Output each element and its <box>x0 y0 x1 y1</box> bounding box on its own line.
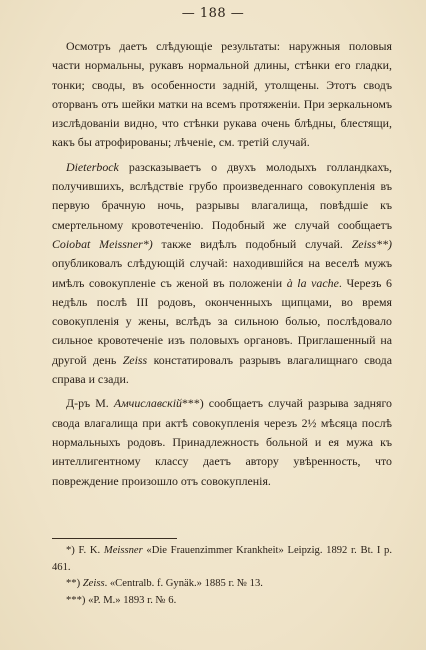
paragraph-text: также видѣлъ подобный случай. <box>152 236 352 251</box>
latin-phrase: à la vache <box>286 275 339 290</box>
footnote-text: ***) «Р. М.» 1893 г. № 6. <box>66 594 177 606</box>
author-name: Zeiss <box>122 352 148 367</box>
footnote-text: *) F. K. <box>66 545 104 556</box>
paragraph-examination: Осмотръ даетъ слѣдующіе результаты: наружныя половыя части нормальны, рукавъ нормальной длины, стѣнки его гладки, тонки; своды, въ особенности задній, утолщены. Этотъ сводъ оторванъ отъ шейки матки на всемъ протяженіи. При зеркальномъ изслѣдованіи видно, что стѣнки рукава очень блѣдны, блестящи, какъ бы атрофированы; лѣченіе, см. третій случай. <box>52 39 392 150</box>
paragraph-case-reports <box>52 158 392 390</box>
author-name: Zeiss <box>82 578 105 589</box>
paragraph-text: разсказываетъ о двухъ молодыхъ голландкахъ, получившихъ, вслѣдствіе грубо произведеннаго совокупленія въ первую брачную ночь, разрывы влагалища, повѣдшіе къ смертельному кровотеченію. Подобный же случай сообщаетъ <box>52 159 392 232</box>
author-name: Meissner <box>103 545 143 556</box>
paragraph-text: Д-ръ М. <box>66 396 114 411</box>
main-text <box>52 37 392 496</box>
author-name: Dieterbock <box>66 159 119 174</box>
footnote-text: **) <box>66 578 83 589</box>
footnote-divider <box>52 538 177 539</box>
footnote-text: «Die Frauenzimmer Krankheit» Leipzig. 1892 г. Bt. I p. 461. <box>52 545 393 573</box>
footnotes <box>52 543 392 609</box>
paragraph-text: ***) сообщаетъ случай разрыва задняго свода влагалища при актѣ совокупленія черезъ 2½ мѣсяца послѣ нормальныхъ родовъ. Принадлежность больной и ея мужа къ интеллигентному классу даетъ автору увѣренность, что повреждение произошло отъ совокупленія. <box>52 396 392 488</box>
paragraph-text: констатировалъ разрывъ влагалищнаго свода справа и сзади. <box>52 352 392 387</box>
footnote-1 <box>52 543 392 576</box>
author-name: Амчиславскій <box>113 396 182 411</box>
paragraph-text: опубликовалъ слѣдующій случай: находившійся на веселѣ мужъ имѣлъ совокупленіе съ женой въ положеніи <box>52 256 392 290</box>
author-name: Zeiss**) <box>351 236 392 251</box>
author-name: Coiobat Meissner*) <box>52 236 153 251</box>
paragraph-text: . Черезъ 6 недѣль послѣ III родовъ, оконченныхъ щипцами, во время совокупленія у жены, вслѣдъ за сильною болью, послѣдовало сильное кровотеченіе изъ половыхъ органовъ. Приглашенный на другой день <box>52 275 392 367</box>
paragraph-dr-case <box>52 394 392 490</box>
page-number: — 188 — <box>181 6 245 21</box>
footnote-2 <box>52 576 392 593</box>
footnote-text: . «Centralb. f. Gynäk.» 1885 г. № 13. <box>104 578 263 589</box>
footnote-3 <box>52 593 392 610</box>
